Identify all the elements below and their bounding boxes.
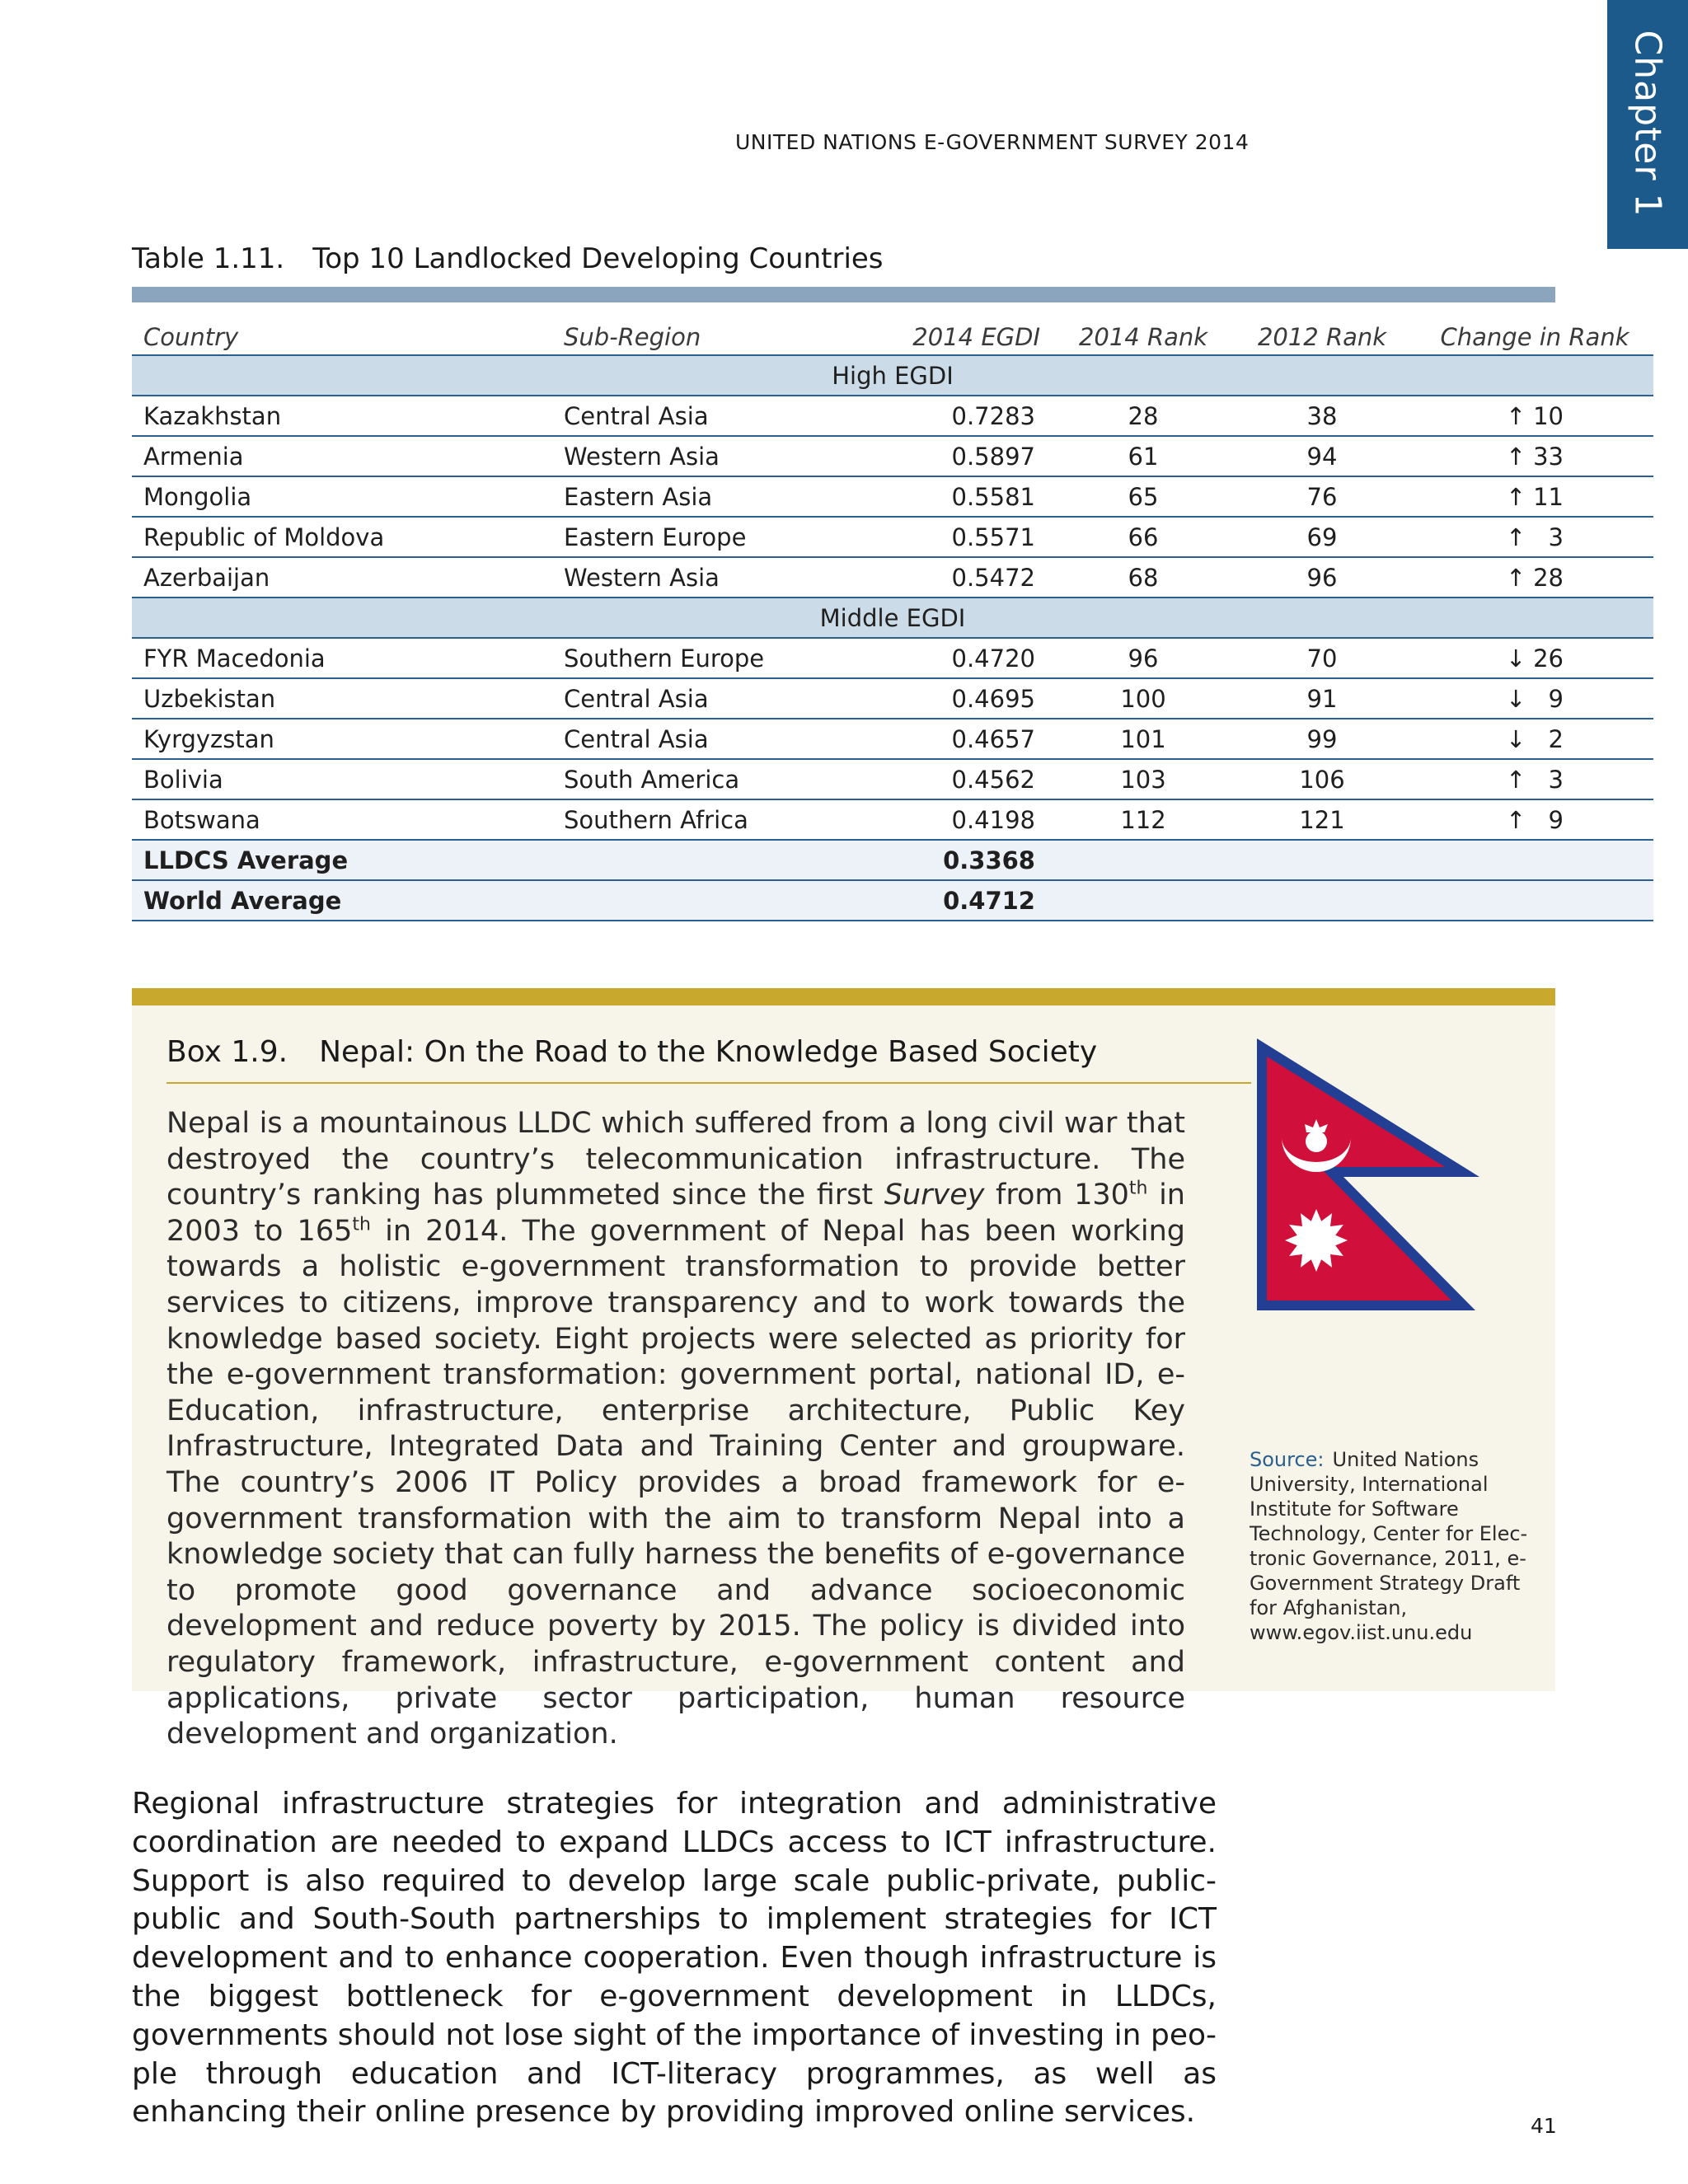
change-value: 10	[1533, 401, 1564, 430]
arrow-up-icon: ↑	[1506, 442, 1526, 471]
source-label: Source:	[1250, 1448, 1325, 1471]
table-title-text: Top 10 Landlocked Developing Countries	[312, 242, 884, 275]
country-cell: Republic of Moldova	[132, 517, 552, 557]
rank-2014-cell: 100	[1058, 678, 1228, 719]
table-row	[132, 759, 1653, 799]
arrow-down-icon: ↓	[1506, 724, 1526, 753]
rank-2012-cell: 96	[1228, 557, 1416, 598]
group-header-row	[132, 355, 1653, 396]
table-row	[132, 436, 1653, 476]
box-body-text	[166, 1106, 1185, 1753]
change-cell	[1416, 759, 1653, 799]
box-text-part: in 2014. The government of Nepal has been working towards a holistic e-government transformation to provide better services to citizens, improve transparency and to work towards the knowledge based society. Eight projects were selected as priority for the e-government transformation: government portal, national ID, e-Education, infrastructure, enterprise architecture, Public Key Infrastructure, Integrated Data and Training Center and groupware. The country’s 2006 IT Policy provides a broad framework for e-government transformation with the aim to transform Nepal into a knowledge society that can fully harness the benefits of e-governance to promote good governance and advance socioeconomic development and reduce poverty by 2015. The policy is divided into regulatory framework, infrastructure, e-government content and applications, private sector participation, human resource development and organization.	[166, 1214, 1186, 1751]
change-value: 26	[1533, 644, 1564, 673]
arrow-up-icon: ↑	[1506, 482, 1526, 511]
table-number: Table 1.11.	[132, 242, 285, 275]
column-header-rank-2012: 2012 Rank	[1228, 313, 1416, 355]
lldc-ranking-table	[132, 313, 1653, 921]
column-header-change: Change in Rank	[1416, 313, 1653, 355]
egdi-cell: 0.4657	[839, 719, 1058, 759]
empty-cell	[1228, 840, 1416, 880]
rank-2014-cell: 96	[1058, 638, 1228, 678]
egdi-cell: 0.7283	[839, 396, 1058, 436]
rank-2012-cell: 91	[1228, 678, 1416, 719]
change-value: 3	[1548, 523, 1564, 551]
change-value: 2	[1548, 724, 1564, 753]
country-cell: Botswana	[132, 799, 552, 840]
change-cell	[1416, 557, 1653, 598]
country-cell: Kazakhstan	[132, 396, 552, 436]
box-text-part: from 130	[984, 1179, 1129, 1212]
rank-2012-cell: 38	[1228, 396, 1416, 436]
average-label: World Average	[132, 880, 552, 921]
subregion-cell: Eastern Europe	[552, 517, 839, 557]
egdi-cell: 0.5472	[839, 557, 1058, 598]
egdi-cell: 0.5571	[839, 517, 1058, 557]
table-row	[132, 799, 1653, 840]
box-top-bar	[132, 988, 1555, 1005]
table-top-bar	[132, 287, 1555, 302]
change-cell	[1416, 719, 1653, 759]
egdi-cell: 0.5897	[839, 436, 1058, 476]
rank-2012-cell: 106	[1228, 759, 1416, 799]
arrow-up-icon: ↑	[1506, 805, 1526, 834]
table-row	[132, 517, 1653, 557]
table-row	[132, 396, 1653, 436]
change-value: 33	[1533, 442, 1564, 471]
rank-2014-cell: 65	[1058, 476, 1228, 517]
rank-2012-cell: 121	[1228, 799, 1416, 840]
change-cell	[1416, 476, 1653, 517]
subregion-cell: Southern Europe	[552, 638, 839, 678]
table-header-row	[132, 313, 1653, 355]
subregion-cell: Eastern Asia	[552, 476, 839, 517]
country-cell: Mongolia	[132, 476, 552, 517]
chapter-tab	[1607, 0, 1688, 249]
box-title-text: Nepal: On the Road to the Knowledge Based Society	[319, 1035, 1098, 1069]
column-header-egdi: 2014 EGDI	[839, 313, 1058, 355]
egdi-cell: 0.4695	[839, 678, 1058, 719]
average-row	[132, 840, 1653, 880]
change-cell	[1416, 638, 1653, 678]
body-paragraph: Regional infrastructure strategies for integration and administrative coordination are needed to expand LLDCs access to ICT infrastructure. Support is also required to develop large scale public-private, public-public and South-South partnerships to implement strategies for ICT development and to enhance cooperation. Even though infrastructure is the biggest bottleneck for e-government development in LLDCs, governments should not lose sight of the importance of investing in people through education and ICT-literacy programmes, as well as enhancing their online presence by providing improved online services.	[132, 1787, 1217, 2130]
change-value: 28	[1533, 563, 1564, 592]
nepal-box	[132, 1005, 1555, 1751]
country-cell: FYR Macedonia	[132, 638, 552, 678]
country-cell: Kyrgyzstan	[132, 719, 552, 759]
average-label: LLDCS Average	[132, 840, 552, 880]
subregion-cell: Central Asia	[552, 719, 839, 759]
arrow-down-icon: ↓	[1506, 644, 1526, 673]
empty-cell	[1058, 880, 1228, 921]
column-header-country: Country	[132, 313, 552, 355]
rank-2014-cell: 112	[1058, 799, 1228, 840]
country-cell: Armenia	[132, 436, 552, 476]
country-cell: Azerbaijan	[132, 557, 552, 598]
box-text-superscript: th	[1128, 1178, 1148, 1199]
flag-moon-disc-icon	[1306, 1131, 1327, 1152]
empty-cell	[1416, 880, 1653, 921]
subregion-cell: Central Asia	[552, 396, 839, 436]
group-label: High EGDI	[132, 355, 1653, 396]
subregion-cell: South America	[552, 759, 839, 799]
arrow-down-icon: ↓	[1506, 684, 1526, 713]
table-row	[132, 719, 1653, 759]
table-row	[132, 678, 1653, 719]
subregion-cell: Western Asia	[552, 436, 839, 476]
change-value: 3	[1548, 765, 1564, 794]
average-egdi: 0.4712	[839, 880, 1058, 921]
change-value: 11	[1533, 482, 1564, 511]
box-source	[1250, 1447, 1538, 1645]
running-head: UNITED NATIONS E-GOVERNMENT SURVEY 2014	[735, 130, 1250, 154]
arrow-up-icon: ↑	[1506, 563, 1526, 592]
average-egdi: 0.3368	[839, 840, 1058, 880]
column-header-rank-2014: 2014 Rank	[1058, 313, 1228, 355]
rank-2012-cell: 70	[1228, 638, 1416, 678]
chapter-tab-label: Chapter 1	[1626, 30, 1669, 218]
subregion-cell: Western Asia	[552, 557, 839, 598]
empty-cell	[552, 840, 839, 880]
box-number: Box 1.9.	[166, 1035, 288, 1069]
source-text: United Nations University, International Institute for Software Technology, Center for Electronic Governance, 2011, e-Government Strategy Draft for Afghanistan, www.egov.iist.unu.edu	[1250, 1448, 1528, 1644]
table-row	[132, 476, 1653, 517]
table-row	[132, 638, 1653, 678]
country-cell: Bolivia	[132, 759, 552, 799]
box-title	[166, 1035, 1097, 1069]
country-cell: Uzbekistan	[132, 678, 552, 719]
rank-2014-cell: 101	[1058, 719, 1228, 759]
rank-2012-cell: 99	[1228, 719, 1416, 759]
empty-cell	[1416, 840, 1653, 880]
rank-2014-cell: 66	[1058, 517, 1228, 557]
egdi-cell: 0.4720	[839, 638, 1058, 678]
arrow-up-icon: ↑	[1506, 523, 1526, 551]
rank-2014-cell: 28	[1058, 396, 1228, 436]
group-header-row	[132, 598, 1653, 638]
rank-2012-cell: 76	[1228, 476, 1416, 517]
rank-2012-cell: 69	[1228, 517, 1416, 557]
egdi-cell: 0.5581	[839, 476, 1058, 517]
empty-cell	[1228, 880, 1416, 921]
column-header-subregion: Sub-Region	[552, 313, 839, 355]
table-body	[132, 355, 1653, 921]
empty-cell	[552, 880, 839, 921]
box-text-italic: Survey	[884, 1179, 985, 1212]
change-value: 9	[1548, 805, 1564, 834]
rank-2014-cell: 68	[1058, 557, 1228, 598]
arrow-up-icon: ↑	[1506, 765, 1526, 794]
box-text-part: Nepal is a mountainous LLDC which suffered from a long civil war that destroyed the country’s telecommunication infrastructure. The country’s ranking has plummeted since the first	[166, 1107, 1185, 1212]
box-text-part: in 2003 to 165	[166, 1179, 1185, 1248]
box-title-rule	[166, 1082, 1251, 1084]
change-value: 9	[1548, 684, 1564, 713]
empty-cell	[1058, 840, 1228, 880]
rank-2014-cell: 61	[1058, 436, 1228, 476]
page-number: 41	[1531, 2114, 1557, 2138]
rank-2012-cell: 94	[1228, 436, 1416, 476]
nepal-flag-image	[1257, 1038, 1479, 1310]
egdi-cell: 0.4562	[839, 759, 1058, 799]
arrow-up-icon: ↑	[1506, 401, 1526, 430]
subregion-cell: Southern Africa	[552, 799, 839, 840]
group-label: Middle EGDI	[132, 598, 1653, 638]
table-row	[132, 557, 1653, 598]
rank-2014-cell: 103	[1058, 759, 1228, 799]
egdi-cell: 0.4198	[839, 799, 1058, 840]
change-cell	[1416, 799, 1653, 840]
change-cell	[1416, 396, 1653, 436]
table-title	[132, 242, 884, 275]
change-cell	[1416, 517, 1653, 557]
change-cell	[1416, 436, 1653, 476]
box-text-superscript: th	[352, 1214, 371, 1235]
average-row	[132, 880, 1653, 921]
change-cell	[1416, 678, 1653, 719]
subregion-cell: Central Asia	[552, 678, 839, 719]
